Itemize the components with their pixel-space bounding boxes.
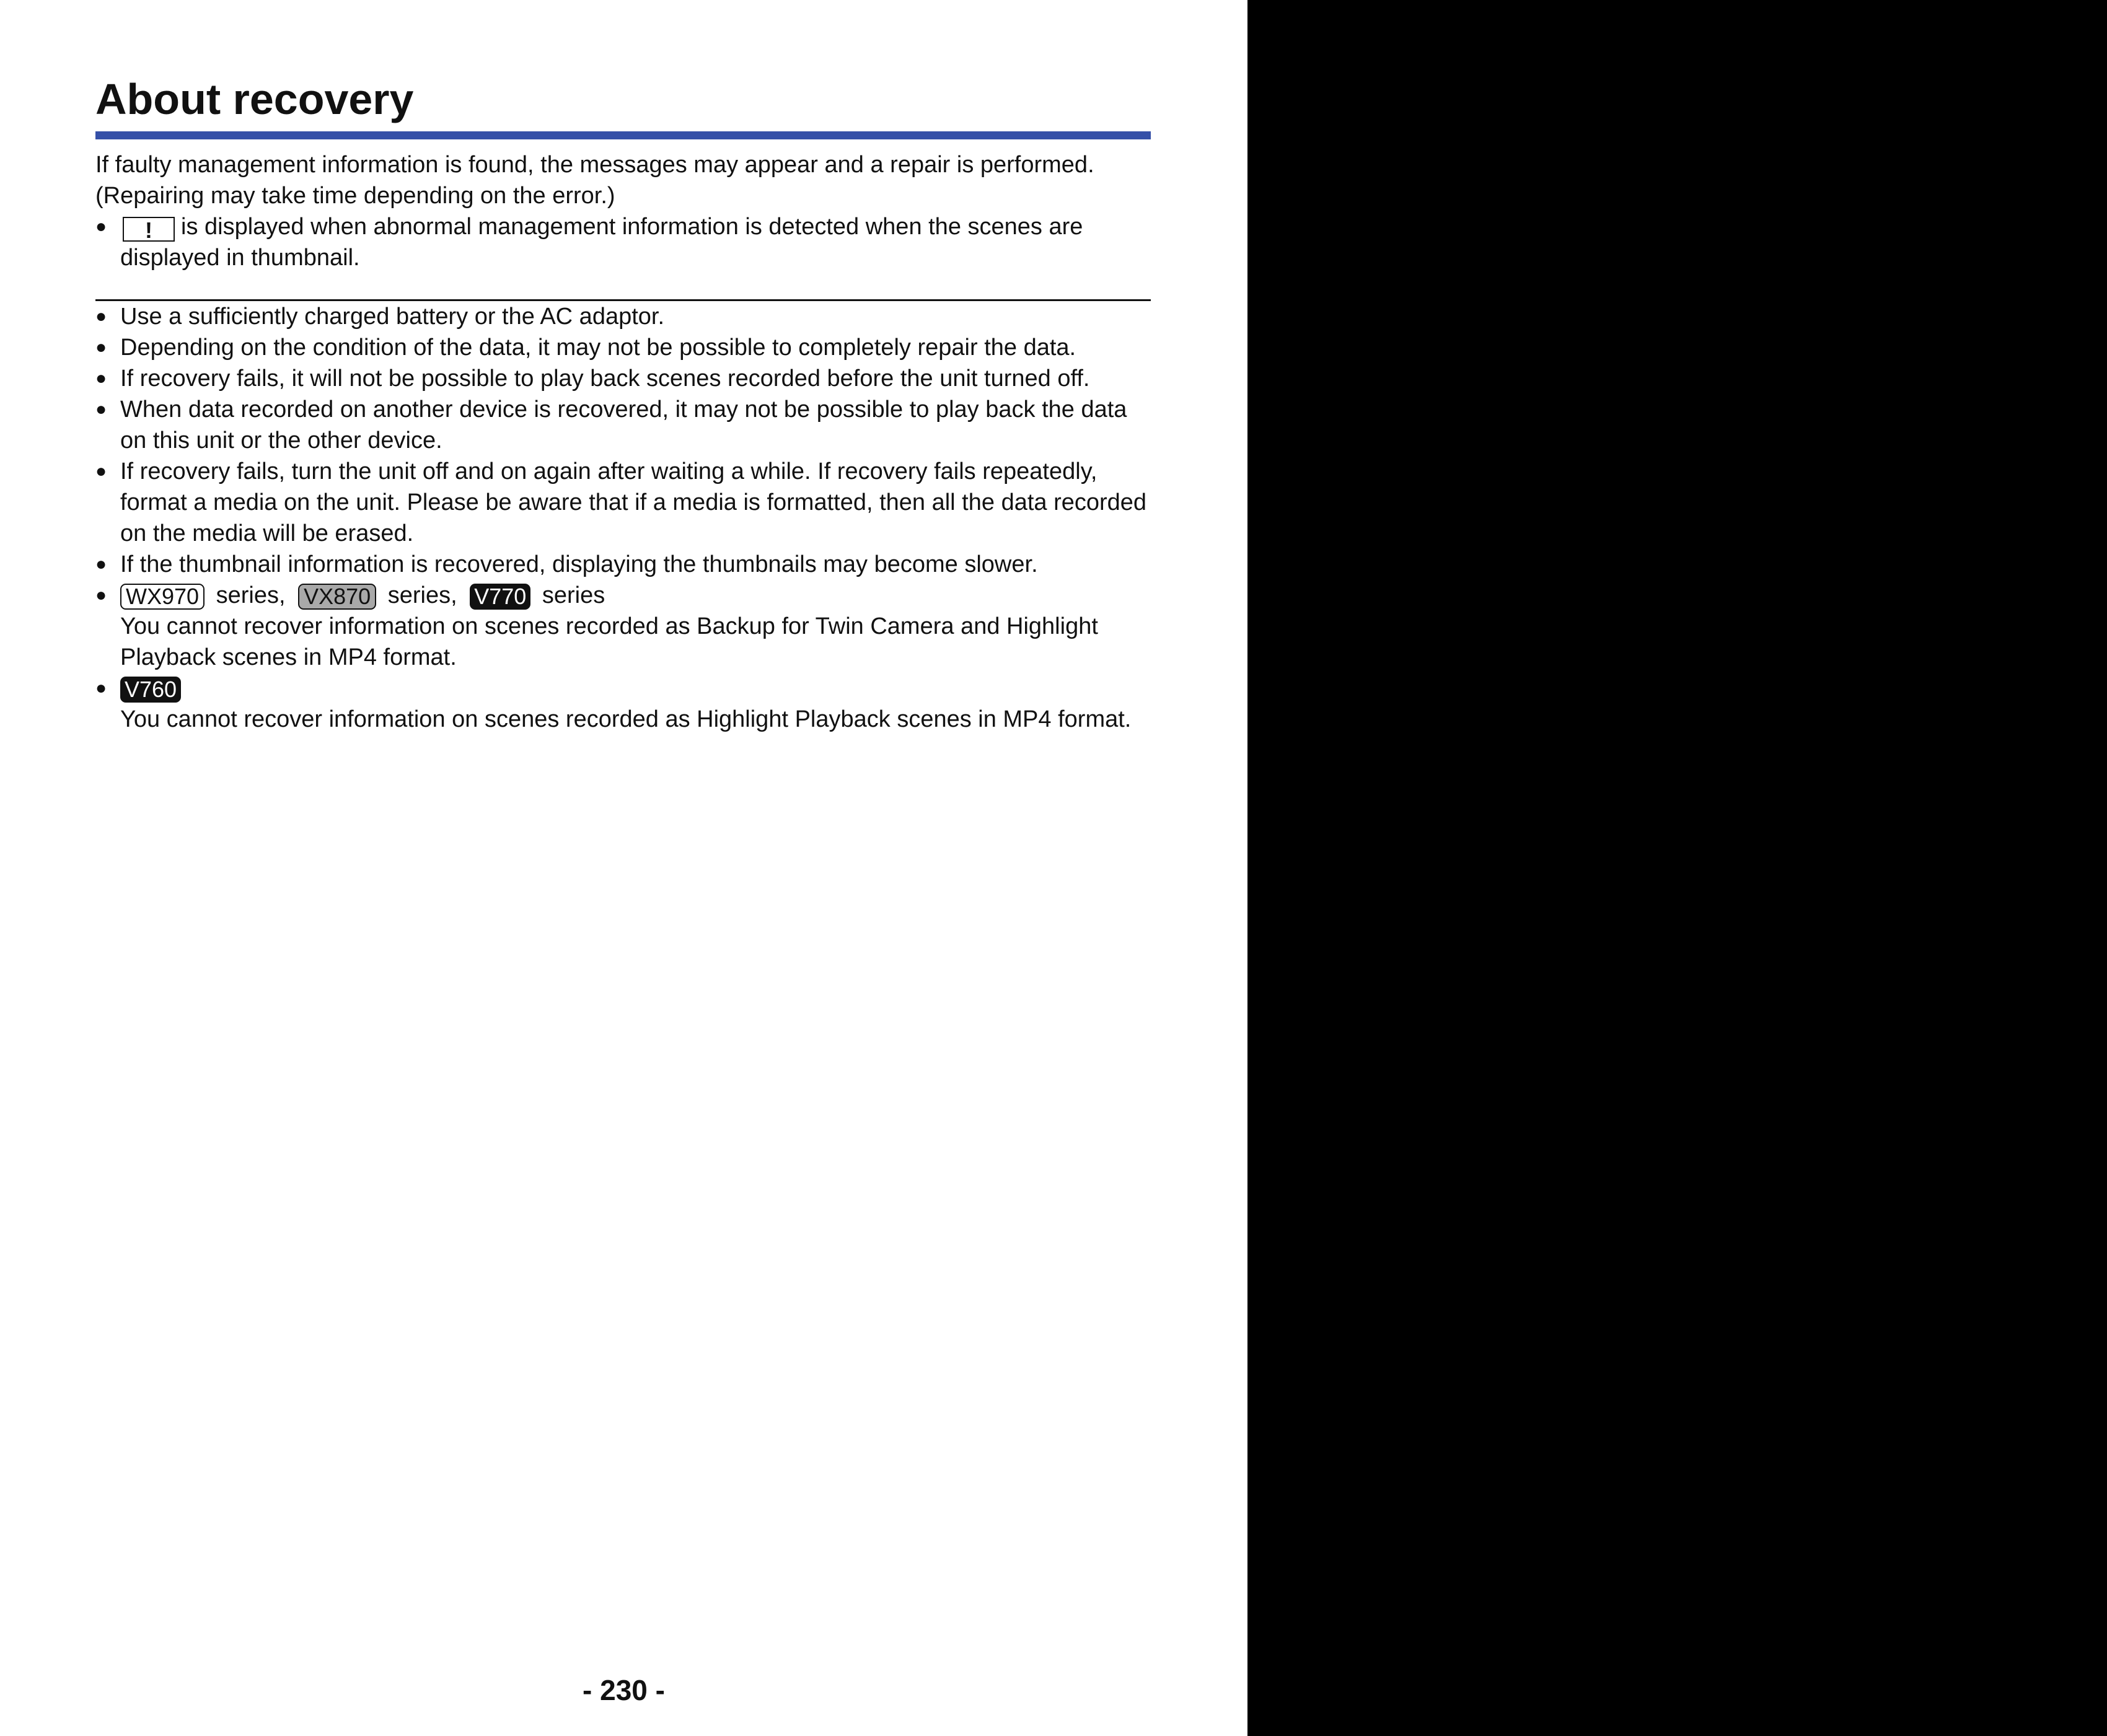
note-text: If the thumbnail information is recovered, displaying the thumbnails may become slower. <box>120 551 1038 577</box>
page-number: - 230 - <box>583 1674 665 1706</box>
model-tags-line <box>120 580 1151 611</box>
bullet-icon: ● <box>95 306 107 327</box>
list-item <box>95 394 1151 456</box>
intro-section <box>95 149 1151 273</box>
list-item <box>95 673 1151 735</box>
bullet-icon: ● <box>95 585 107 605</box>
model-tag-wx970: WX970 <box>120 584 205 610</box>
list-item <box>95 301 1151 332</box>
title-underline <box>95 131 1151 139</box>
note-text: If recovery fails, turn the unit off and on again after waiting a while. If recovery fails repeatedly, format a media on the unit. Please be aware that if a media is formatted, then all the data recorded on the media will be erased. <box>120 458 1147 546</box>
bullet-icon: ● <box>95 678 107 698</box>
intro-line-2: (Repairing may take time depending on the error.) <box>95 183 615 209</box>
list-item <box>95 363 1151 394</box>
intro-bullets <box>95 211 1151 273</box>
note-text: When data recorded on another device is recovered, it may not be possible to play back the data on this unit or the other device. <box>120 397 1127 454</box>
bullet-icon: ● <box>95 337 107 357</box>
page-title: About recovery <box>95 75 414 123</box>
bullet-text: is displayed when abnormal management information is detected when the scenes are displayed in thumbnail. <box>120 214 1083 271</box>
list-item <box>95 211 1151 273</box>
bullet-icon: ● <box>95 399 107 419</box>
list-item <box>95 456 1151 549</box>
list-item <box>95 580 1151 673</box>
bullet-icon: ● <box>95 461 107 481</box>
bullet-icon: ● <box>95 216 107 237</box>
note-text: Depending on the condition of the data, it may not be possible to completely repair the data. <box>120 335 1076 361</box>
page-content <box>95 73 1151 735</box>
note-text: You cannot recover information on scenes recorded as Backup for Twin Camera and Highlight Playback scenes in MP4 format. <box>120 613 1098 670</box>
series-label: series, <box>216 582 286 608</box>
model-tag-v760: V760 <box>120 677 181 703</box>
model-tags-line <box>120 673 1151 704</box>
model-tag-vx870: VX870 <box>298 584 376 610</box>
series-label: series <box>542 582 605 608</box>
bullet-icon: ● <box>95 554 107 574</box>
intro-line-1: If faulty management information is found, the messages may appear and a repair is performed. <box>95 152 1094 178</box>
warning-exclamation-icon: ! <box>123 217 175 242</box>
bullet-icon: ● <box>95 368 107 388</box>
note-text: You cannot recover information on scenes recorded as Highlight Playback scenes in MP4 format. <box>120 706 1132 732</box>
side-panel <box>1247 0 2107 1736</box>
notes-list <box>95 301 1151 735</box>
list-item <box>95 549 1151 580</box>
note-text: Use a sufficiently charged battery or the AC adaptor. <box>120 304 665 330</box>
series-label: series, <box>387 582 457 608</box>
list-item <box>95 332 1151 363</box>
note-text: If recovery fails, it will not be possible to play back scenes recorded before the unit turned off. <box>120 366 1090 392</box>
model-tag-v770: V770 <box>470 584 530 610</box>
